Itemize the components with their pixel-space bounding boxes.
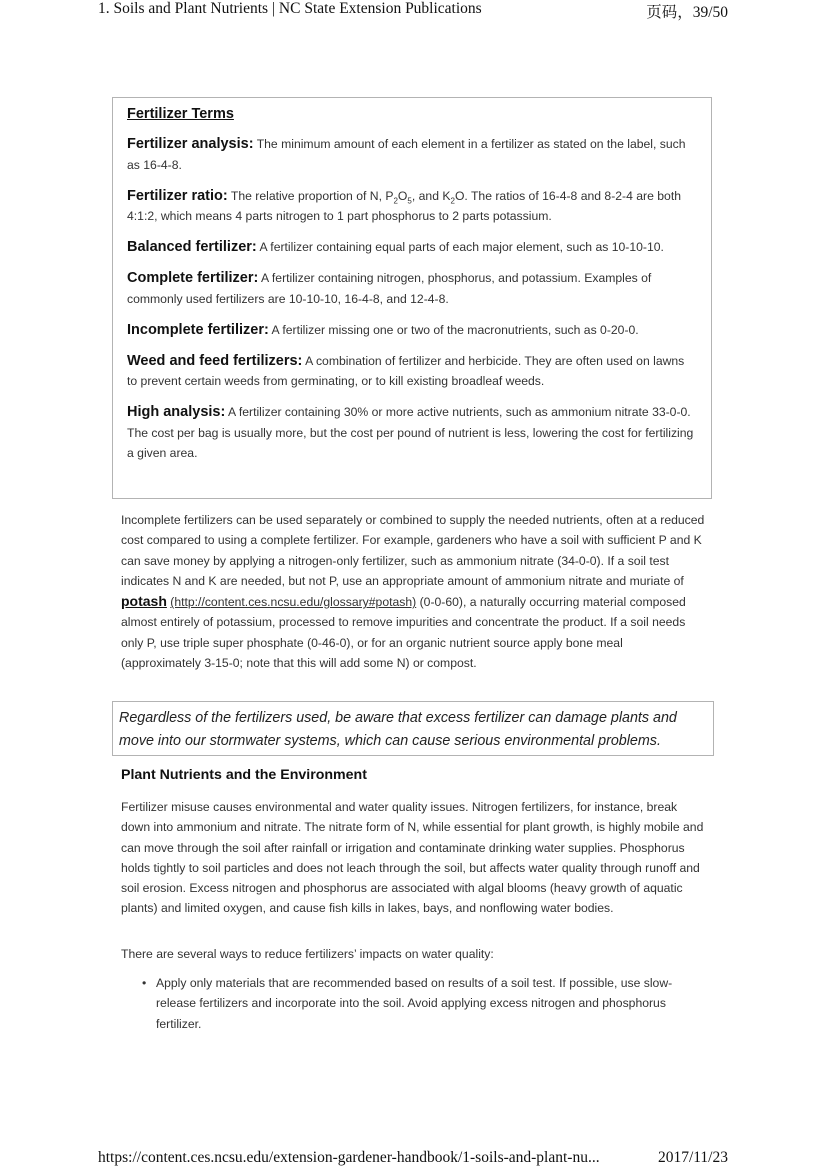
potash-link[interactable]: potash bbox=[121, 593, 167, 610]
fertilizer-warning-callout: Regardless of the fertilizers used, be aware that excess fertilizer can damage plants and move into our stormwater systems, which can cause serious environmental problems. bbox=[112, 701, 714, 756]
term-definition-part: O bbox=[397, 188, 408, 203]
term-weed-and-feed bbox=[127, 351, 697, 392]
term-name: Weed and feed fertilizers: bbox=[127, 352, 303, 369]
term-name: Incomplete fertilizer: bbox=[127, 321, 269, 338]
term-name: Fertilizer analysis: bbox=[127, 136, 254, 152]
term-definition: A combination of fertilizer and herbicide. They are often used on lawns to prevent certain weeds from germinating, or to kill existing broadleaf weeds. bbox=[127, 353, 685, 388]
term-name: Balanced fertilizer: bbox=[127, 239, 257, 255]
term-definition: A fertilizer containing nitrogen, phosphorus, and potassium. Examples of commonly used fertilizers are 10-10-10, 16-4-8, and 12-4-8. bbox=[127, 271, 652, 306]
section-heading: Plant Nutrients and the Environment bbox=[121, 767, 367, 783]
page-number-label: 页码，39/50 bbox=[646, 4, 728, 21]
term-name: Fertilizer ratio: bbox=[127, 187, 228, 204]
page-footer-url: https://content.ces.ncsu.edu/extension-gardener-handbook/1-soils-and-plant-nu... bbox=[98, 1149, 600, 1166]
term-fertilizer-analysis bbox=[127, 134, 697, 175]
fertilizer-terms-box bbox=[112, 97, 712, 499]
term-fertilizer-ratio bbox=[127, 186, 697, 227]
term-definition: A fertilizer containing equal parts of each major element, such as 10-10-10. bbox=[256, 240, 664, 254]
term-definition-part: The relative proportion of N, P bbox=[227, 188, 394, 203]
subscript: 5 bbox=[407, 195, 412, 205]
term-definition: The minimum amount of each element in a fertilizer as stated on the label, such as 16-4-8. bbox=[127, 137, 686, 172]
subscript: 2 bbox=[450, 195, 455, 205]
bullet-icon: • bbox=[142, 976, 147, 990]
paragraph-text: (0-0-60), a naturally occurring material composed almost entirely of potassium, processed to remove impurities and concentrate the product. If a soil needs only P, use triple super phosphate (0-46-0), or for an organic nutrient source apply bone meal (approximately 3-15-0; note that this will add some N) or compost. bbox=[121, 595, 686, 671]
term-balanced-fertilizer bbox=[127, 237, 697, 258]
fertilizer-terms-title: Fertilizer Terms bbox=[127, 106, 234, 122]
reduction-methods-list bbox=[121, 973, 711, 1034]
potash-url-link[interactable]: (http://content.ces.ncsu.edu/glossary#potash) bbox=[170, 595, 417, 610]
environment-paragraph: Fertilizer misuse causes environmental and water quality issues. Nitrogen fertilizers, for instance, break down into ammonium and nitrate. The nitrate form of N, while essential for plant growth, is highly mobile and can move through the soil after rainfall or irrigation and contaminate drinking water supplies. Phosphorus holds tightly to soil particles and does not leach through the soil, but affects water quality through runoff and soil erosion. Excess nitrogen and phosphorus are associated with algal blooms (heavy growth of aquatic plants) and limited oxygen, and cause fish kills in lakes, bays, and nonflowing water bodies. bbox=[121, 800, 704, 916]
list-item-text: Apply only materials that are recommended based on results of a soil test. If possible, use slow-release fertilizers and incorporate into the soil. Avoid applying excess nitrogen and phosphorus fertilizer. bbox=[156, 976, 673, 1031]
term-name: Complete fertilizer: bbox=[127, 270, 259, 286]
term-definition-part: O. The ratios of 16-4-8 and 8-2-4 are both 4:1:2, which means 4 parts nitrogen to 1 part phosphorus to 2 parts potassium. bbox=[127, 188, 681, 223]
term-definition: A fertilizer missing one or two of the macronutrients, such as 0-20-0. bbox=[268, 322, 639, 337]
page-footer-date: 2017/11/23 bbox=[657, 1149, 728, 1166]
term-incomplete-fertilizer bbox=[127, 320, 697, 341]
subscript: 2 bbox=[393, 195, 398, 205]
incomplete-fertilizers-paragraph bbox=[121, 510, 706, 673]
term-complete-fertilizer bbox=[127, 268, 697, 309]
page-header-title: 1. Soils and Plant Nutrients | NC State Extension Publications bbox=[98, 0, 482, 17]
term-definition: A fertilizer containing 30% or more active nutrients, such as ammonium nitrate 33-0-0. The cost per bag is usually more, but the cost per pound of nutrient is less, lowering the cost for fertilizing a given area. bbox=[127, 405, 694, 460]
paragraph-text: Incomplete fertilizers can be used separately or combined to supply the needed nutrients, often at a reduced cost compared to using a complete fertilizer. For example, gardeners who have a soil with sufficient P and K can save money by applying a nitrogen-only fertilizer, such as ammonium nitrate (34-0-0). If a soil test indicates N and K are needed, but not P, use an appropriate amount of ammonium nitrate and muriate of bbox=[121, 513, 705, 588]
ways-intro-paragraph: There are several ways to reduce fertilizers’ impacts on water quality: bbox=[121, 947, 494, 961]
list-item bbox=[121, 973, 711, 1034]
term-high-analysis bbox=[127, 402, 697, 464]
term-name: High analysis: bbox=[127, 404, 226, 420]
term-definition-part: , and K bbox=[411, 188, 451, 203]
